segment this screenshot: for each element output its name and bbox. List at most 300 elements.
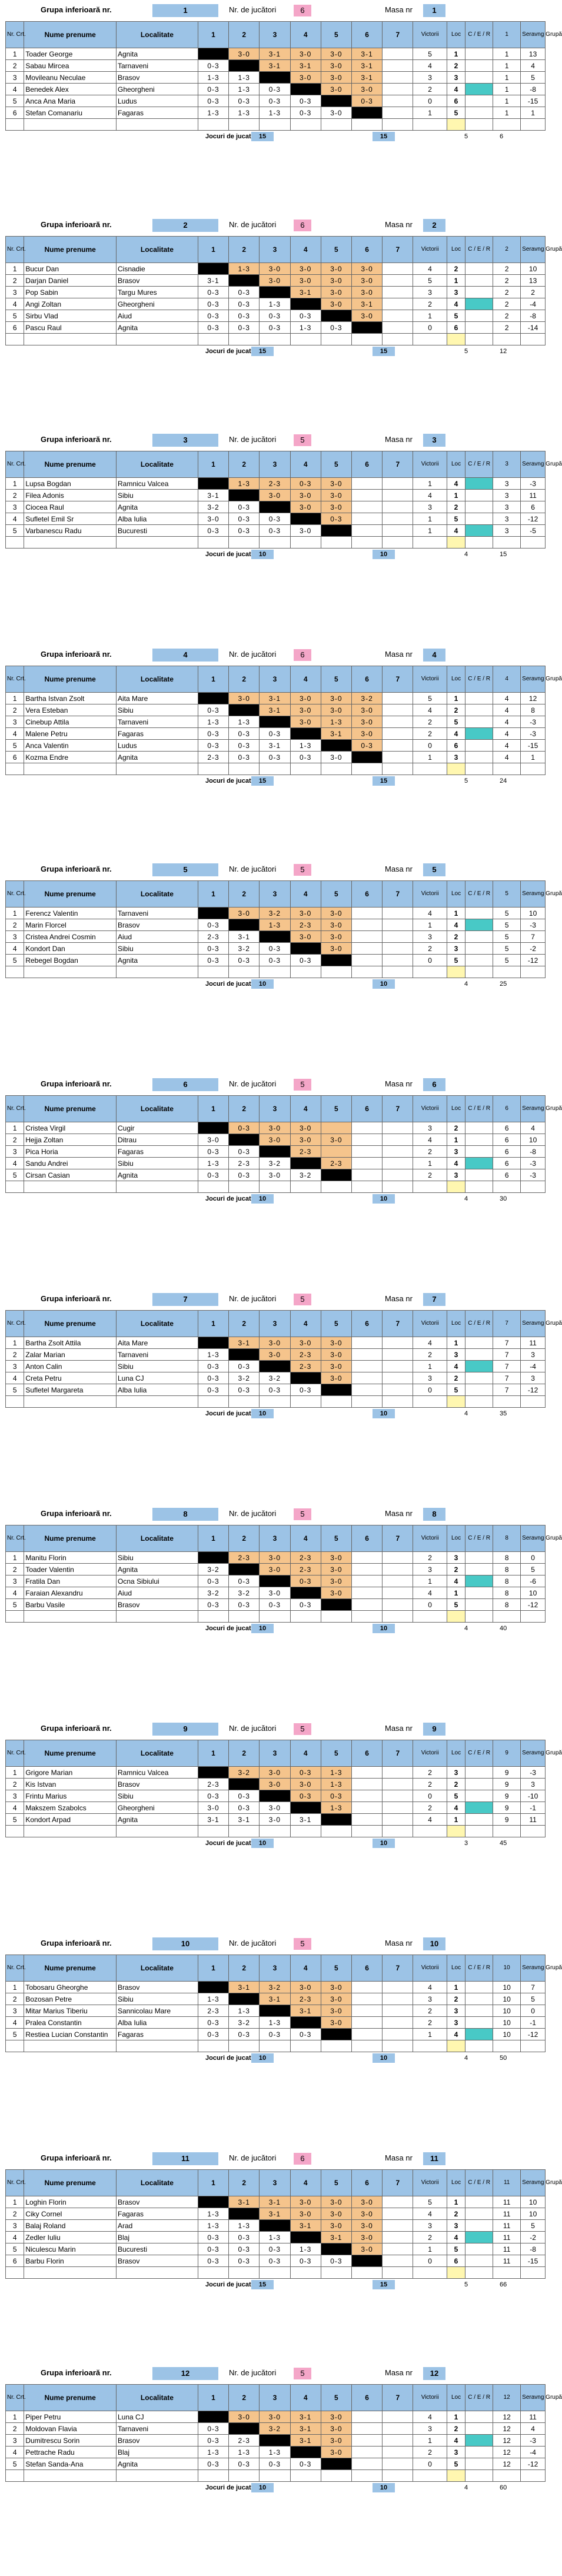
group-number: 5: [152, 863, 218, 876]
score-cell: [383, 908, 413, 919]
empty-cell: [383, 2267, 413, 2279]
player-wins: 2: [413, 1552, 447, 1564]
score-cell: 3-0: [351, 2243, 382, 2255]
header-opponent-7: 7: [383, 881, 413, 908]
player-number: 2: [6, 919, 24, 931]
score-cell: 3-1: [351, 72, 382, 84]
score-cell: [383, 919, 413, 931]
empty-cell: [521, 2267, 546, 2279]
empty-cell: [321, 119, 351, 131]
score-cell: [321, 1122, 351, 1134]
empty-cell: [116, 334, 198, 345]
player-wins: 4: [413, 263, 447, 275]
player-number: 6: [6, 752, 24, 763]
player-wins: 1: [413, 1361, 447, 1372]
score-cell: [260, 716, 290, 728]
score-cell: [351, 2017, 382, 2029]
player-cer: [465, 1993, 493, 2005]
empty-cell: [351, 537, 382, 549]
header-opponent-1: 1: [198, 2385, 228, 2411]
score-cell: 0-3: [198, 525, 228, 537]
group-block: [5, 1292, 562, 1421]
empty-cell: [6, 1181, 24, 1193]
player-cer: [465, 490, 493, 501]
score-cell: [383, 1158, 413, 1169]
player-name: Anton Calin: [24, 1361, 117, 1372]
score-cell: 0-3: [321, 1790, 351, 1802]
footer-a: 5: [464, 777, 468, 785]
score-cell: 0-3: [229, 2255, 260, 2267]
score-cell: 3-1: [351, 60, 382, 72]
score-cell: 0-3: [229, 1575, 260, 1587]
empty-cell: [521, 763, 546, 775]
empty-cell: [447, 334, 465, 345]
player-cer: [465, 1564, 493, 1575]
table-number: 3: [423, 434, 445, 447]
score-cell: 3-0: [321, 60, 351, 72]
score-cell: 3-0: [321, 275, 351, 287]
score-cell: 3-0: [321, 931, 351, 943]
player-wins: 0: [413, 1599, 447, 1611]
score-cell: [351, 943, 382, 955]
player-number: 1: [6, 263, 24, 275]
player-ranking: 10: [521, 2196, 546, 2208]
table-label: Masa nr: [385, 650, 413, 659]
score-cell: [321, 1599, 351, 1611]
player-wins: 3: [413, 72, 447, 84]
score-cell: [351, 2447, 382, 2458]
player-group: 3: [493, 478, 521, 490]
player-place: 2: [447, 263, 465, 275]
header-opponent-4: 4: [290, 1740, 321, 1767]
score-cell: [351, 513, 382, 525]
empty-cell: [521, 2470, 546, 2482]
player-city: Sibiu: [116, 1993, 198, 2005]
empty-row: [6, 1396, 546, 1408]
score-cell: 0-3: [260, 2458, 290, 2470]
empty-cell: [116, 763, 198, 775]
empty-cell: [465, 119, 493, 131]
player-place: 4: [447, 2232, 465, 2243]
score-cell: 3-0: [321, 107, 351, 119]
player-cer: [465, 728, 493, 740]
score-cell: 3-1: [290, 287, 321, 298]
player-ranking: -1: [521, 2017, 546, 2029]
empty-cell: [321, 1181, 351, 1193]
group-title-label: Grupa inferioară nr.: [41, 2153, 112, 2162]
player-group: 7: [493, 1361, 521, 1372]
player-city: Alba Iulia: [116, 2017, 198, 2029]
header-opponent-6: 6: [351, 2385, 382, 2411]
player-group: 1: [493, 72, 521, 84]
player-cer: [465, 2435, 493, 2447]
score-cell: 0-3: [229, 501, 260, 513]
score-cell: 3-1: [260, 48, 290, 60]
empty-cell: [260, 1396, 290, 1408]
score-cell: 0-3: [198, 2458, 228, 2470]
group-footer: [5, 131, 546, 144]
player-place: 6: [447, 740, 465, 752]
empty-row: [6, 1611, 546, 1623]
score-cell: 0-3: [290, 1599, 321, 1611]
player-city: Sibiu: [116, 1158, 198, 1169]
score-cell: 1-3: [229, 72, 260, 84]
empty-cell: [260, 1181, 290, 1193]
score-cell: [383, 728, 413, 740]
group-footer: [5, 2279, 546, 2292]
score-cell: [290, 1158, 321, 1169]
player-row: [6, 1587, 546, 1599]
empty-cell: [198, 2267, 228, 2279]
player-number: 3: [6, 2220, 24, 2232]
score-cell: 0-3: [229, 322, 260, 334]
score-cell: 3-0: [351, 728, 382, 740]
score-cell: [321, 2458, 351, 2470]
player-city: Brasov: [116, 1779, 198, 1790]
empty-cell: [413, 2040, 447, 2052]
player-cer: [465, 1122, 493, 1134]
players-label: Nr. de jucători: [229, 650, 277, 659]
score-cell: 0-3: [198, 322, 228, 334]
score-cell: 3-0: [260, 2411, 290, 2423]
empty-cell: [260, 119, 290, 131]
player-wins: 0: [413, 2255, 447, 2267]
score-cell: 3-1: [260, 740, 290, 752]
player-place: 4: [447, 2029, 465, 2040]
score-cell: 3-0: [321, 478, 351, 490]
header-loc: Loc: [447, 1740, 465, 1767]
player-group: 12: [493, 2423, 521, 2435]
players-label: Nr. de jucători: [229, 1509, 277, 1518]
footer-b: 35: [500, 1410, 507, 1417]
games-count: 10: [251, 2483, 274, 2492]
score-cell: 3-0: [351, 84, 382, 95]
score-cell: [198, 1122, 228, 1134]
score-cell: 3-0: [351, 716, 382, 728]
header-loc: Loc: [447, 1311, 465, 1337]
player-wins: 4: [413, 1587, 447, 1599]
player-group: 3: [493, 490, 521, 501]
score-cell: 3-1: [229, 2196, 260, 2208]
score-cell: 3-2: [290, 1169, 321, 1181]
empty-cell: [493, 1611, 521, 1623]
header-opponent-3: 3: [260, 666, 290, 693]
player-name: Pop Sabin: [24, 287, 117, 298]
player-name: Rebegel Bogdan: [24, 955, 117, 966]
score-cell: 3-0: [229, 908, 260, 919]
header-name: Nume prenume: [24, 1525, 117, 1552]
score-cell: [290, 1372, 321, 1384]
score-cell: 0-3: [229, 287, 260, 298]
header-wins: Victorii: [413, 1311, 447, 1337]
header-city: Localitate: [116, 237, 198, 263]
player-city: Ditrau: [116, 1134, 198, 1146]
player-row: [6, 275, 546, 287]
player-ranking: -15: [521, 740, 546, 752]
player-ranking: 3: [521, 1779, 546, 1790]
player-group: 11: [493, 2208, 521, 2220]
player-place: 5: [447, 716, 465, 728]
score-cell: 0-3: [198, 1361, 228, 1372]
players-count: 6: [294, 5, 311, 16]
score-cell: [383, 704, 413, 716]
score-cell: [351, 322, 382, 334]
player-cer: [465, 919, 493, 931]
empty-cell: [383, 1611, 413, 1623]
player-wins: 2: [413, 943, 447, 955]
score-cell: 3-0: [351, 263, 382, 275]
header-wins: Victorii: [413, 1740, 447, 1767]
score-cell: 0-3: [229, 1790, 260, 1802]
score-cell: 0-3: [229, 310, 260, 322]
table-number: 6: [423, 1078, 445, 1091]
player-number: 4: [6, 2447, 24, 2458]
results-table: [5, 2384, 562, 2482]
player-name: Kondort Dan: [24, 943, 117, 955]
player-cer: [465, 1361, 493, 1372]
player-group: 5: [493, 908, 521, 919]
empty-cell: [116, 1611, 198, 1623]
player-ranking: -6: [521, 1575, 546, 1587]
player-cer: [465, 1337, 493, 1349]
score-cell: 3-0: [351, 2208, 382, 2220]
score-cell: 3-0: [321, 1993, 351, 2005]
score-cell: 0-3: [198, 2017, 228, 2029]
group-title-label: Grupa inferioară nr.: [41, 650, 112, 659]
player-row: [6, 2458, 546, 2470]
player-place: 2: [447, 931, 465, 943]
player-name: Moldovan Flavia: [24, 2423, 117, 2435]
score-cell: 1-3: [260, 107, 290, 119]
score-cell: 3-0: [290, 704, 321, 716]
score-cell: 3-1: [290, 2435, 321, 2447]
empty-cell: [260, 763, 290, 775]
player-place: 2: [447, 501, 465, 513]
score-cell: 3-0: [321, 72, 351, 84]
player-row: [6, 513, 546, 525]
score-cell: [229, 2208, 260, 2220]
header-nr: Nr. Crt.: [6, 1525, 24, 1552]
score-cell: 3-0: [321, 298, 351, 310]
header-opponent-7: 7: [383, 1096, 413, 1122]
player-row: [6, 478, 546, 490]
header-opponent-6: 6: [351, 1525, 382, 1552]
player-cer: [465, 525, 493, 537]
player-city: Aiud: [116, 931, 198, 943]
player-name: Zalar Marian: [24, 1349, 117, 1361]
player-number: 4: [6, 1587, 24, 1599]
header-cer: C / E / R: [465, 1525, 493, 1552]
player-row: [6, 1564, 546, 1575]
player-ranking: -8: [521, 84, 546, 95]
score-cell: 0-3: [290, 2458, 321, 2470]
score-cell: 0-3: [229, 1384, 260, 1396]
score-cell: 3-0: [321, 752, 351, 763]
header-nr: Nr. Crt.: [6, 1740, 24, 1767]
score-cell: [383, 478, 413, 490]
header-wins: Victorii: [413, 666, 447, 693]
score-cell: 1-3: [229, 2220, 260, 2232]
header-wins: Victorii: [413, 2385, 447, 2411]
player-city: Bucuresti: [116, 525, 198, 537]
score-cell: 3-0: [321, 2411, 351, 2423]
player-city: Brasov: [116, 275, 198, 287]
header-opponent-5: 5: [321, 1311, 351, 1337]
score-cell: [351, 1384, 382, 1396]
empty-cell: [465, 1611, 493, 1623]
player-cer: [465, 2029, 493, 2040]
score-cell: 3-0: [351, 310, 382, 322]
group-title-label: Grupa inferioară nr.: [41, 435, 112, 444]
score-cell: 3-0: [290, 1779, 321, 1790]
player-group: 10: [493, 1982, 521, 1993]
player-ranking: 4: [521, 60, 546, 72]
player-city: Aiud: [116, 1587, 198, 1599]
score-cell: 3-0: [321, 48, 351, 60]
player-city: Brasov: [116, 1599, 198, 1611]
empty-cell: [447, 1396, 465, 1408]
header-name: Nume prenume: [24, 451, 117, 478]
player-number: 2: [6, 1134, 24, 1146]
player-place: 1: [447, 275, 465, 287]
header-group-rank: Seravng Grupă: [521, 1096, 546, 1122]
table-number: 7: [423, 1293, 445, 1306]
score-cell: [260, 287, 290, 298]
player-row: [6, 1993, 546, 2005]
header-group-rank: Seravng Grupă: [521, 1311, 546, 1337]
score-cell: [198, 693, 228, 704]
score-cell: 2-3: [290, 1146, 321, 1158]
empty-cell: [198, 2040, 228, 2052]
score-cell: [383, 2435, 413, 2447]
player-name: Cirsan Casian: [24, 1169, 117, 1181]
score-cell: [321, 1814, 351, 1826]
score-cell: [351, 1993, 382, 2005]
empty-cell: [321, 1611, 351, 1623]
player-ranking: 5: [521, 1564, 546, 1575]
score-cell: 3-0: [290, 525, 321, 537]
player-ranking: 3: [521, 1372, 546, 1384]
score-cell: [198, 2411, 228, 2423]
header-opponent-1: 1: [198, 2170, 228, 2196]
empty-row: [6, 334, 546, 345]
score-cell: [198, 1337, 228, 1349]
header-nr: Nr. Crt.: [6, 881, 24, 908]
player-number: 1: [6, 1767, 24, 1779]
header-opponent-2: 2: [229, 1955, 260, 1982]
score-cell: [383, 1122, 413, 1134]
score-cell: [383, 2208, 413, 2220]
score-cell: [383, 955, 413, 966]
player-wins: 1: [413, 1575, 447, 1587]
player-group: 6: [493, 1134, 521, 1146]
player-wins: 3: [413, 931, 447, 943]
score-cell: [290, 943, 321, 955]
score-cell: [383, 310, 413, 322]
empty-row: [6, 2470, 546, 2482]
score-cell: 3-2: [260, 908, 290, 919]
player-number: 3: [6, 287, 24, 298]
table-header-row: [6, 881, 546, 908]
score-cell: [351, 2411, 382, 2423]
player-row: [6, 95, 546, 107]
player-number: 5: [6, 525, 24, 537]
score-cell: 1-3: [229, 478, 260, 490]
empty-row: [6, 1181, 546, 1193]
player-city: Sibiu: [116, 490, 198, 501]
player-group: 2: [493, 263, 521, 275]
group-header: [5, 1937, 546, 1955]
player-place: 3: [447, 2220, 465, 2232]
player-number: 4: [6, 943, 24, 955]
player-wins: 0: [413, 95, 447, 107]
score-cell: [383, 263, 413, 275]
empty-cell: [521, 334, 546, 345]
player-ranking: 5: [521, 72, 546, 84]
player-cer: [465, 1575, 493, 1587]
empty-cell: [6, 2267, 24, 2279]
score-cell: 0-3: [198, 728, 228, 740]
score-cell: 3-1: [260, 1993, 290, 2005]
player-place: 1: [447, 48, 465, 60]
player-row: [6, 1982, 546, 1993]
footer-a: 5: [464, 348, 468, 355]
empty-cell: [321, 1396, 351, 1408]
player-wins: 5: [413, 693, 447, 704]
player-wins: 0: [413, 322, 447, 334]
player-name: Lupsa Bogdan: [24, 478, 117, 490]
player-city: Fagaras: [116, 2208, 198, 2220]
table-header-row: [6, 2385, 546, 2411]
player-place: 1: [447, 908, 465, 919]
player-cer: [465, 95, 493, 107]
score-cell: 0-3: [229, 1361, 260, 1372]
header-group-rank: Seravng Grupă: [521, 666, 546, 693]
score-cell: 3-1: [229, 931, 260, 943]
player-number: 3: [6, 1146, 24, 1158]
player-row: [6, 1372, 546, 1384]
header-name: Nume prenume: [24, 1096, 117, 1122]
score-cell: 0-3: [198, 287, 228, 298]
results-table: [5, 451, 562, 549]
group-title-label: Grupa inferioară nr.: [41, 1939, 112, 1947]
player-cer: [465, 1158, 493, 1169]
player-cer: [465, 1779, 493, 1790]
score-cell: 1-3: [260, 919, 290, 931]
results-table: [5, 666, 562, 775]
header-cer: C / E / R: [465, 237, 493, 263]
player-place: 3: [447, 72, 465, 84]
score-cell: 3-0: [321, 1587, 351, 1599]
score-cell: [383, 1779, 413, 1790]
player-number: 5: [6, 1814, 24, 1826]
player-group: 6: [493, 1158, 521, 1169]
player-wins: 2: [413, 716, 447, 728]
score-cell: [383, 322, 413, 334]
score-cell: 2-3: [290, 1361, 321, 1372]
player-number: 4: [6, 728, 24, 740]
players-count: 6: [294, 220, 311, 231]
header-opponent-4: 4: [290, 2385, 321, 2411]
games-count: 10: [251, 979, 274, 989]
empty-cell: [447, 119, 465, 131]
footer-a: 5: [464, 133, 468, 140]
player-city: Fagaras: [116, 2029, 198, 2040]
player-cer: [465, 1146, 493, 1158]
header-group-rank: Seravng Grupă: [521, 1525, 546, 1552]
player-name: Loghin Florin: [24, 2196, 117, 2208]
score-cell: 3-0: [290, 1982, 321, 1993]
